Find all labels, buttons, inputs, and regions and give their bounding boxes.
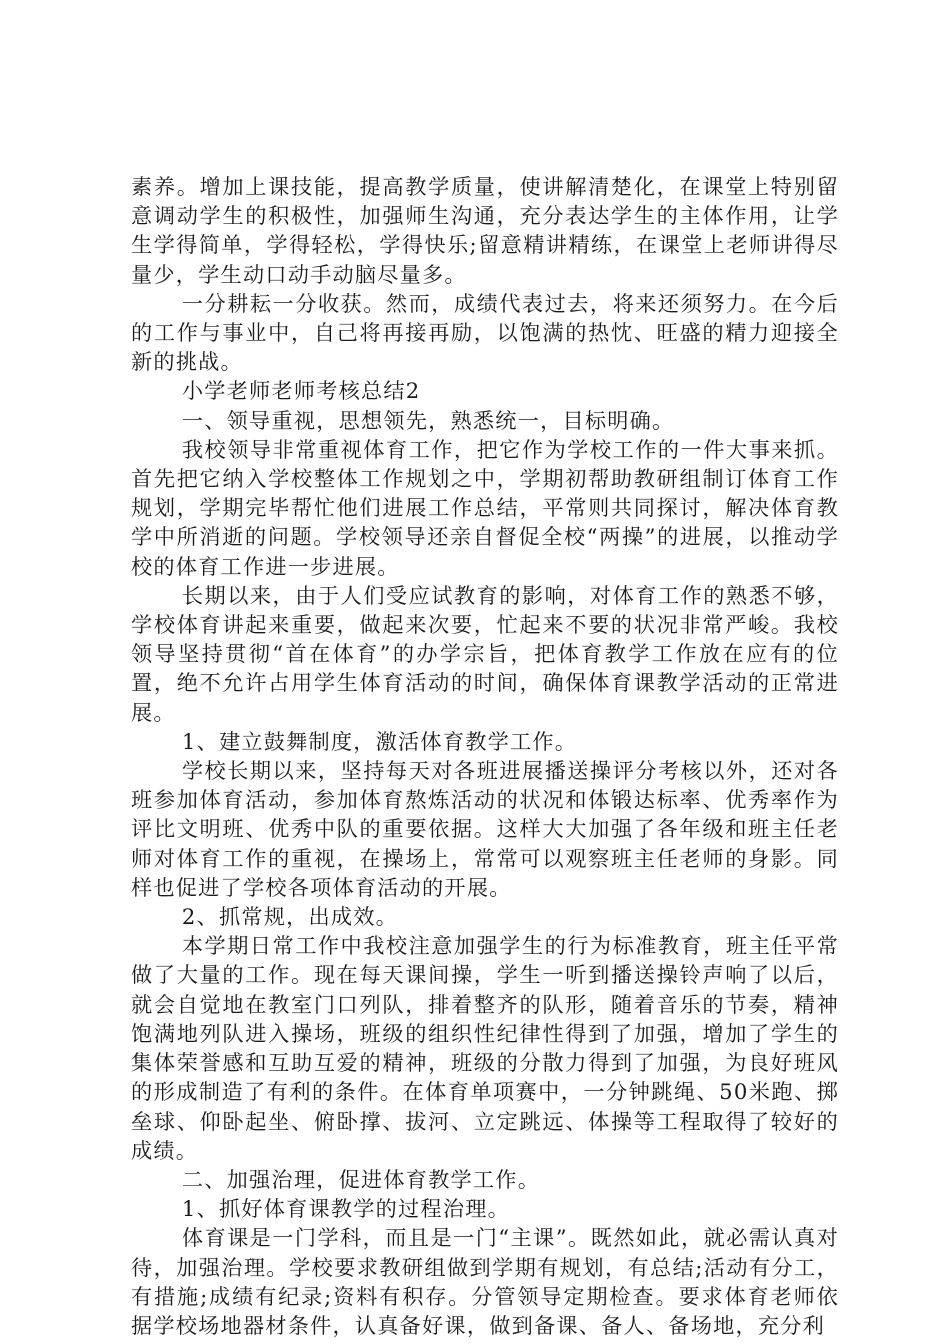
paragraph: 我校领导非常重视体育工作，把它作为学校工作的一件大事来抓。首先把它纳入学校整体工作规划之中，学期初帮助教研组制订体育工作规划，学期完毕帮忙他们进展工作总结，平常则共同探讨，解决体育教学中所消逝的问题。学校领导还亲自督促全校“两操”的进展，以推动学校的体育工作进一步进展。 [131,436,839,579]
paragraph: 长期以来，由于人们受应试教育的影响，对体育工作的熟悉不够，学校体育讲起来重要，做起来次要，忙起来不要的状况非常严峻。我校领导坚持贯彻“首在体育”的办学宗旨，把体育教学工作放在应有的位置，绝不允许占用学生体育活动的时间，确保体育课教学活动的正常进展。 [131,582,839,725]
document-body [131,172,839,1340]
paragraph: 本学期日常工作中我校注意加强学生的行为标准教育，班主任平常做了大量的工作。现在每天课间操，学生一听到播送操铃声响了以后，就会自觉地在教室门口列队，排着整齐的队形，随着音乐的节奏，精神饱满地列队进入操场，班级的组织性纪律性得到了加强，增加了学生的集体荣誉感和互助互爱的精神，班级的分散力得到了加强，为良好班风的形成制造了有利的条件。在体育单项赛中，一分钟跳绳、50米跑、掷垒球、仰卧起坐、俯卧撑、拔河、立定跳远、体操等工程取得了较好的成绩。 [131,933,839,1163]
paragraph: 学校长期以来，坚持每天对各班进展播送操评分考核以外，还对各班参加体育活动，参加体育熬炼活动的状况和体锻达标率、优秀率作为评比文明班、优秀中队的重要依据。这样大大加强了各年级和班主任老师对体育工作的重视，在操场上，常常可以观察班主任老师的身影。同样也促进了学校各项体育活动的开展。 [131,758,839,900]
paragraph: 素养。增加上课技能，提高教学质量，使讲解清楚化，在课堂上特别留意调动学生的积极性，加强师生沟通，充分表达学生的主体作用，让学生学得简单，学得轻松，学得快乐;留意精讲精练，在课堂上老师讲得尽量少，学生动口动手动脑尽量多。 [131,174,839,287]
subsection-heading: 2、抓常规，出成效。 [181,904,399,930]
paragraph: 一分耕耘一分收获。然而，成绩代表过去，将来还须努力。在今后的工作与事业中，自己将再接再励，以饱满的热忱、旺盛的精力迎接全新的挑战。 [131,290,839,375]
section-heading: 一、领导重视，思想领先，熟悉统一，目标明确。 [181,407,675,433]
subsection-heading: 1、建立鼓舞制度，激活体育教学工作。 [181,728,578,754]
subsection-heading: 1、抓好体育课教学的过程治理。 [181,1196,510,1222]
section-title: 小学老师老师考核总结2 [181,378,421,404]
paragraph: 体育课是一门学科，而且是一门“主课”。既然如此，就必需认真对待，加强治理。学校要求教研组做到学期有规划，有总结;活动有分工，有措施;成绩有纪录;资料有积存。分管领导定期检查。要求体育老师依据学校场地器材条件，认真备好课，做到备课、备人、备场地，充分利 [131,1225,839,1338]
section-heading: 二、加强治理，促进体育教学工作。 [181,1166,541,1192]
